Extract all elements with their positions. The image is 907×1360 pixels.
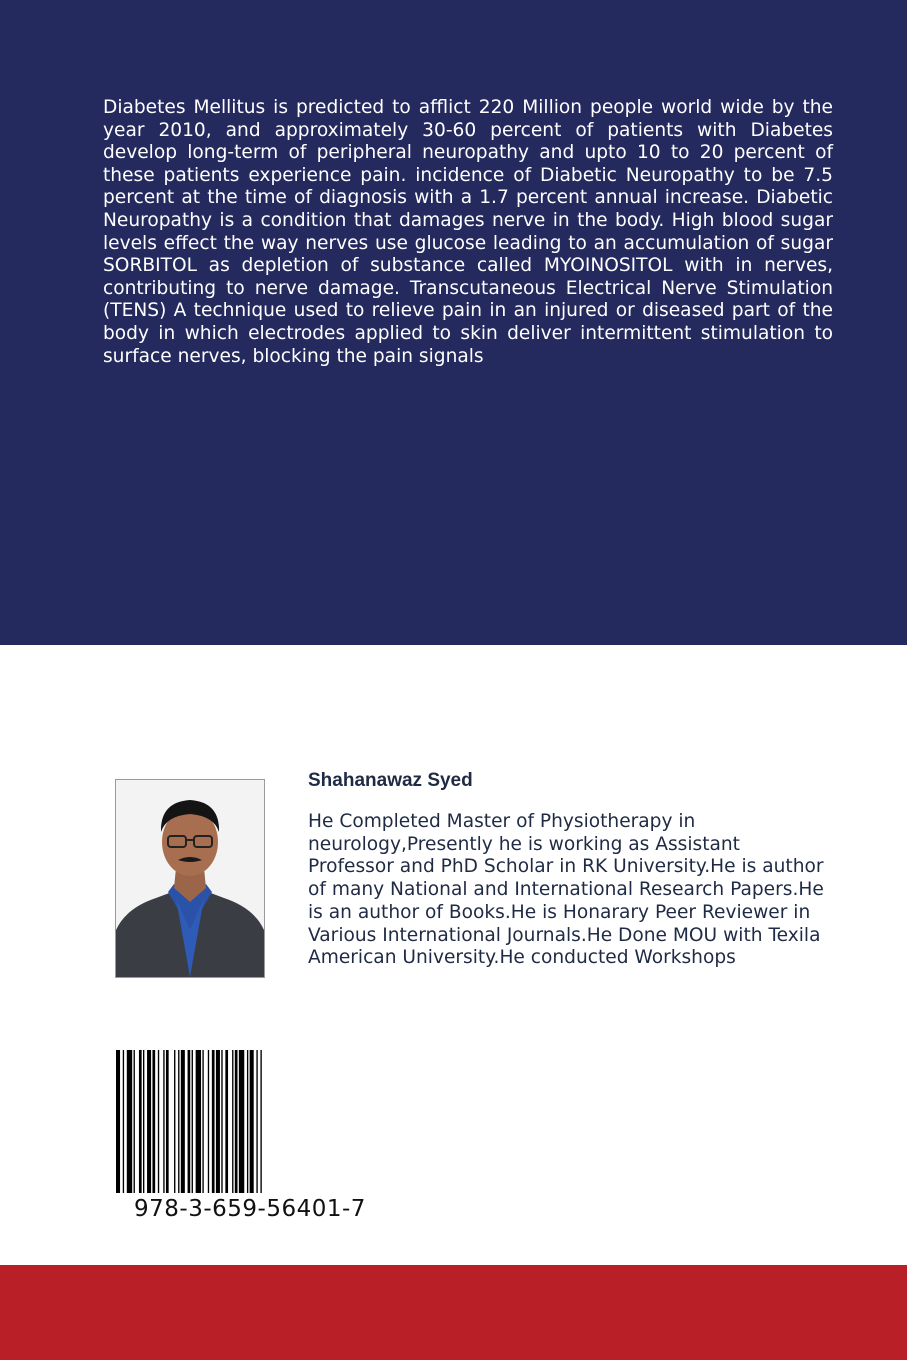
barcode-bar bbox=[196, 1050, 201, 1193]
barcode bbox=[116, 1050, 384, 1193]
barcode-bar bbox=[116, 1050, 120, 1193]
barcode-bar bbox=[127, 1050, 132, 1193]
barcode-bar bbox=[139, 1050, 142, 1193]
barcode-bar bbox=[232, 1050, 233, 1193]
barcode-bar bbox=[202, 1050, 203, 1193]
barcode-bar bbox=[174, 1050, 175, 1193]
barcode-bar bbox=[178, 1050, 179, 1193]
barcode-bar bbox=[208, 1050, 209, 1193]
barcode-bar bbox=[143, 1050, 144, 1193]
bottom-color-band bbox=[0, 1265, 907, 1360]
barcode-bar bbox=[158, 1050, 159, 1193]
barcode-bar bbox=[221, 1050, 222, 1193]
barcode-bar bbox=[256, 1050, 257, 1193]
author-bio: He Completed Master of Physiotherapy in neurology,Presently he is working as Assistant Professor and PhD Scholar in RK University.He is author of many National and International Research Papers.He is an author of Books.He is Honarary Peer Reviewer in Various International Journals.He Done MOU with Texila American University.He conducted Workshops bbox=[308, 811, 824, 969]
isbn-number: 978-3-659-56401-7 bbox=[134, 1196, 366, 1222]
barcode-bar bbox=[192, 1050, 193, 1193]
barcode-bar bbox=[225, 1050, 228, 1193]
barcode-bar bbox=[181, 1050, 185, 1193]
barcode-bar bbox=[212, 1050, 215, 1193]
barcode-bar bbox=[134, 1050, 135, 1193]
barcode-bar bbox=[147, 1050, 151, 1193]
author-name: Shahanawaz Syed bbox=[308, 770, 473, 791]
barcode-bar bbox=[163, 1050, 164, 1193]
barcode-bar bbox=[260, 1050, 261, 1193]
barcode-bar bbox=[239, 1050, 244, 1193]
barcode-bar bbox=[152, 1050, 155, 1193]
back-cover-panel bbox=[0, 0, 907, 645]
barcode-bar bbox=[216, 1050, 220, 1193]
barcode-bar bbox=[166, 1050, 169, 1193]
barcode-bar bbox=[188, 1050, 191, 1193]
barcode-bar bbox=[235, 1050, 238, 1193]
barcode-bar bbox=[123, 1050, 124, 1193]
barcode-bar bbox=[247, 1050, 248, 1193]
barcode-bar bbox=[250, 1050, 254, 1193]
author-photo bbox=[115, 779, 265, 978]
book-blurb: Diabetes Mellitus is predicted to afflict 220 Million people world wide by the year 2010, and approximately 30-60 percent of patients with Diabetes develop long-term of peripheral neuropathy and upto 10 to 20 percent of these patients experience pain. incidence of Diabetic Neuropathy to be 7.5 percent at the time of diagnosis with a 1.7 percent annual increase. Diabetic Neuropathy is a condition that damages nerve in the body. High blood sugar levels effect the way nerves use glucose leading to an accumulation of sugar SORBITOL as depletion of substance called MYOINOSITOL with in nerves, contributing to nerve damage. Transcutaneous Electrical Nerve Stimulation (TENS) A technique used to relieve pain in an injured or diseased part of the body in which electrodes applied to skin deliver intermittent stimulation to surface nerves, blocking the pain signals bbox=[103, 97, 833, 367]
